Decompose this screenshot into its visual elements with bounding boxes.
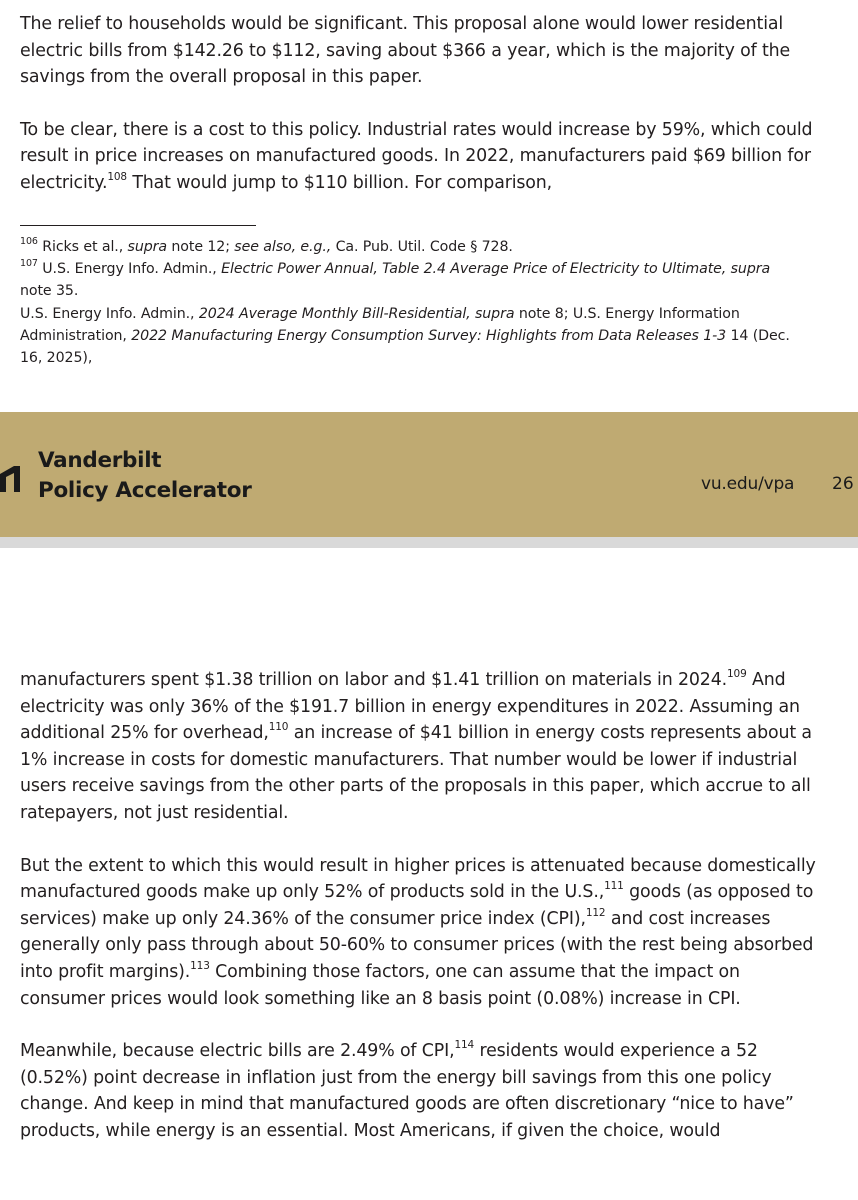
footnote-text: U.S. Energy Info. Admin., — [20, 305, 199, 322]
paragraph-text: goods (as opposed to services) make up only 24.36% of the consumer price index (CPI), — [20, 882, 814, 929]
footnote-108 — [20, 303, 800, 370]
paragraph-relief — [20, 11, 820, 91]
paragraph-text: residents would experience a 52 (0.52%) point decrease in inflation just from the energy bill savings from this one policy change. And keep in mind that manufactured goods are often discretionary “nice to have” products, while energy is an essential. Most Americans, if given the choice, would — [20, 1041, 794, 1141]
paragraph-cost — [20, 117, 820, 197]
paragraph-text: an increase of $41 billion in energy costs represents about a 1% increase in costs for domestic manufacturers. That number would be lower if industrial users receive savings from the other parts of the proposals in this paper, which accrue to all ratepayers, not just residential. — [20, 723, 812, 823]
footnote-italic: Electric Power Annual, Table 2.4 Average Price of Electricity to Ultimate, supra — [221, 261, 771, 278]
footer-url-link[interactable]: vu.edu/vpa — [701, 474, 795, 494]
footnote-number: 106 — [20, 236, 38, 248]
logo-line-2: Policy Accelerator — [38, 478, 252, 503]
footnote-106 — [20, 236, 800, 258]
footnote-ref[interactable]: 109 — [727, 668, 747, 681]
footnote-number: 107 — [20, 258, 38, 270]
logo-line-1: Vanderbilt — [38, 448, 162, 473]
paragraph-text: The relief to households would be significant. This proposal alone would lower residential electric bills from $142.26 to $112, saving about $366 a year, which is the majority of the savings from the overall proposal in this paper. — [20, 14, 791, 88]
footnote-ref[interactable]: 112 — [585, 906, 606, 919]
paragraph-manufacturers — [20, 667, 820, 827]
body-text-top — [20, 11, 820, 197]
footnote-italic: supra — [127, 239, 167, 255]
paragraph-text: That would jump to $110 billion. For comparison, — [126, 172, 553, 193]
footnote-divider — [20, 225, 256, 226]
vpa-logo-icon — [0, 462, 30, 492]
page-number: 26 — [832, 474, 854, 494]
paragraph-text: manufacturers spent $1.38 trillion on labor and $1.41 trillion on materials in 2024. — [20, 670, 728, 690]
paragraph-text: And electricity was only 36% of the $191.7 billion in energy expenditures in 2022. Assuming an additional 25% for overhead, — [20, 670, 800, 744]
paragraph-text: and cost increases generally only pass through about 50-60% to consumer prices (with the rest being absorbed into profit margins). — [20, 908, 814, 982]
paragraph-text: To be clear, there is a cost to this policy. Industrial rates would increase by 59%, which could result in price increases on manufactured goods. In 2022, manufacturers paid $69 billion for electricity. — [20, 119, 813, 193]
footnote-ref[interactable]: 113 — [190, 960, 210, 973]
footnote-text: Ca. Pub. Util. Code § 728. — [331, 239, 513, 255]
body-text-bottom — [20, 667, 820, 1145]
page-bottom — [0, 548, 858, 1200]
paragraph-text: Combining those factors, one can assume that the impact on consumer prices would look something like an 8 basis point (0.08%) increase in CPI. — [20, 961, 741, 1009]
footnote-text: note 35. — [20, 283, 79, 300]
footnote-ref[interactable]: 111 — [604, 880, 624, 893]
page-separator — [0, 537, 858, 548]
footnotes — [20, 236, 800, 369]
footnote-107 — [20, 258, 800, 302]
footnote-ref[interactable]: 108 — [107, 171, 127, 184]
paragraph-text: Meanwhile, because electric bills are 2.49% of CPI, — [20, 1041, 455, 1062]
footnote-text: Ricks et al., — [37, 239, 128, 255]
vanderbilt-logo[interactable] — [0, 442, 260, 502]
page-footer — [0, 412, 858, 537]
footnote-italic: 2022 Manufacturing Energy Consumption Survey: Highlights from Data Releases 1-3 — [131, 327, 727, 344]
page-top — [0, 0, 858, 412]
footnote-italic: see also, e.g., — [234, 239, 332, 255]
footnote-ref[interactable]: 114 — [454, 1039, 475, 1052]
footnote-text: note 12; — [166, 239, 235, 255]
footnote-text: U.S. Energy Info. Admin., — [37, 261, 222, 278]
footnote-ref[interactable]: 110 — [268, 721, 289, 734]
logo-wordmark — [38, 446, 252, 506]
paragraph-attenuated — [20, 853, 820, 1013]
footnote-italic: 2024 Average Monthly Bill-Residential, supra — [198, 305, 515, 322]
footnote-text: note 8; U.S. Energy Information Administration, — [20, 305, 740, 344]
paragraph-text: But the extent to which this would result in higher prices is attenuated because domestically manufactured goods make up only 52% of products sold in the U.S., — [20, 855, 816, 903]
paragraph-meanwhile — [20, 1038, 820, 1144]
footnote-text: 14 (Dec. 16, 2025), — [20, 327, 790, 367]
